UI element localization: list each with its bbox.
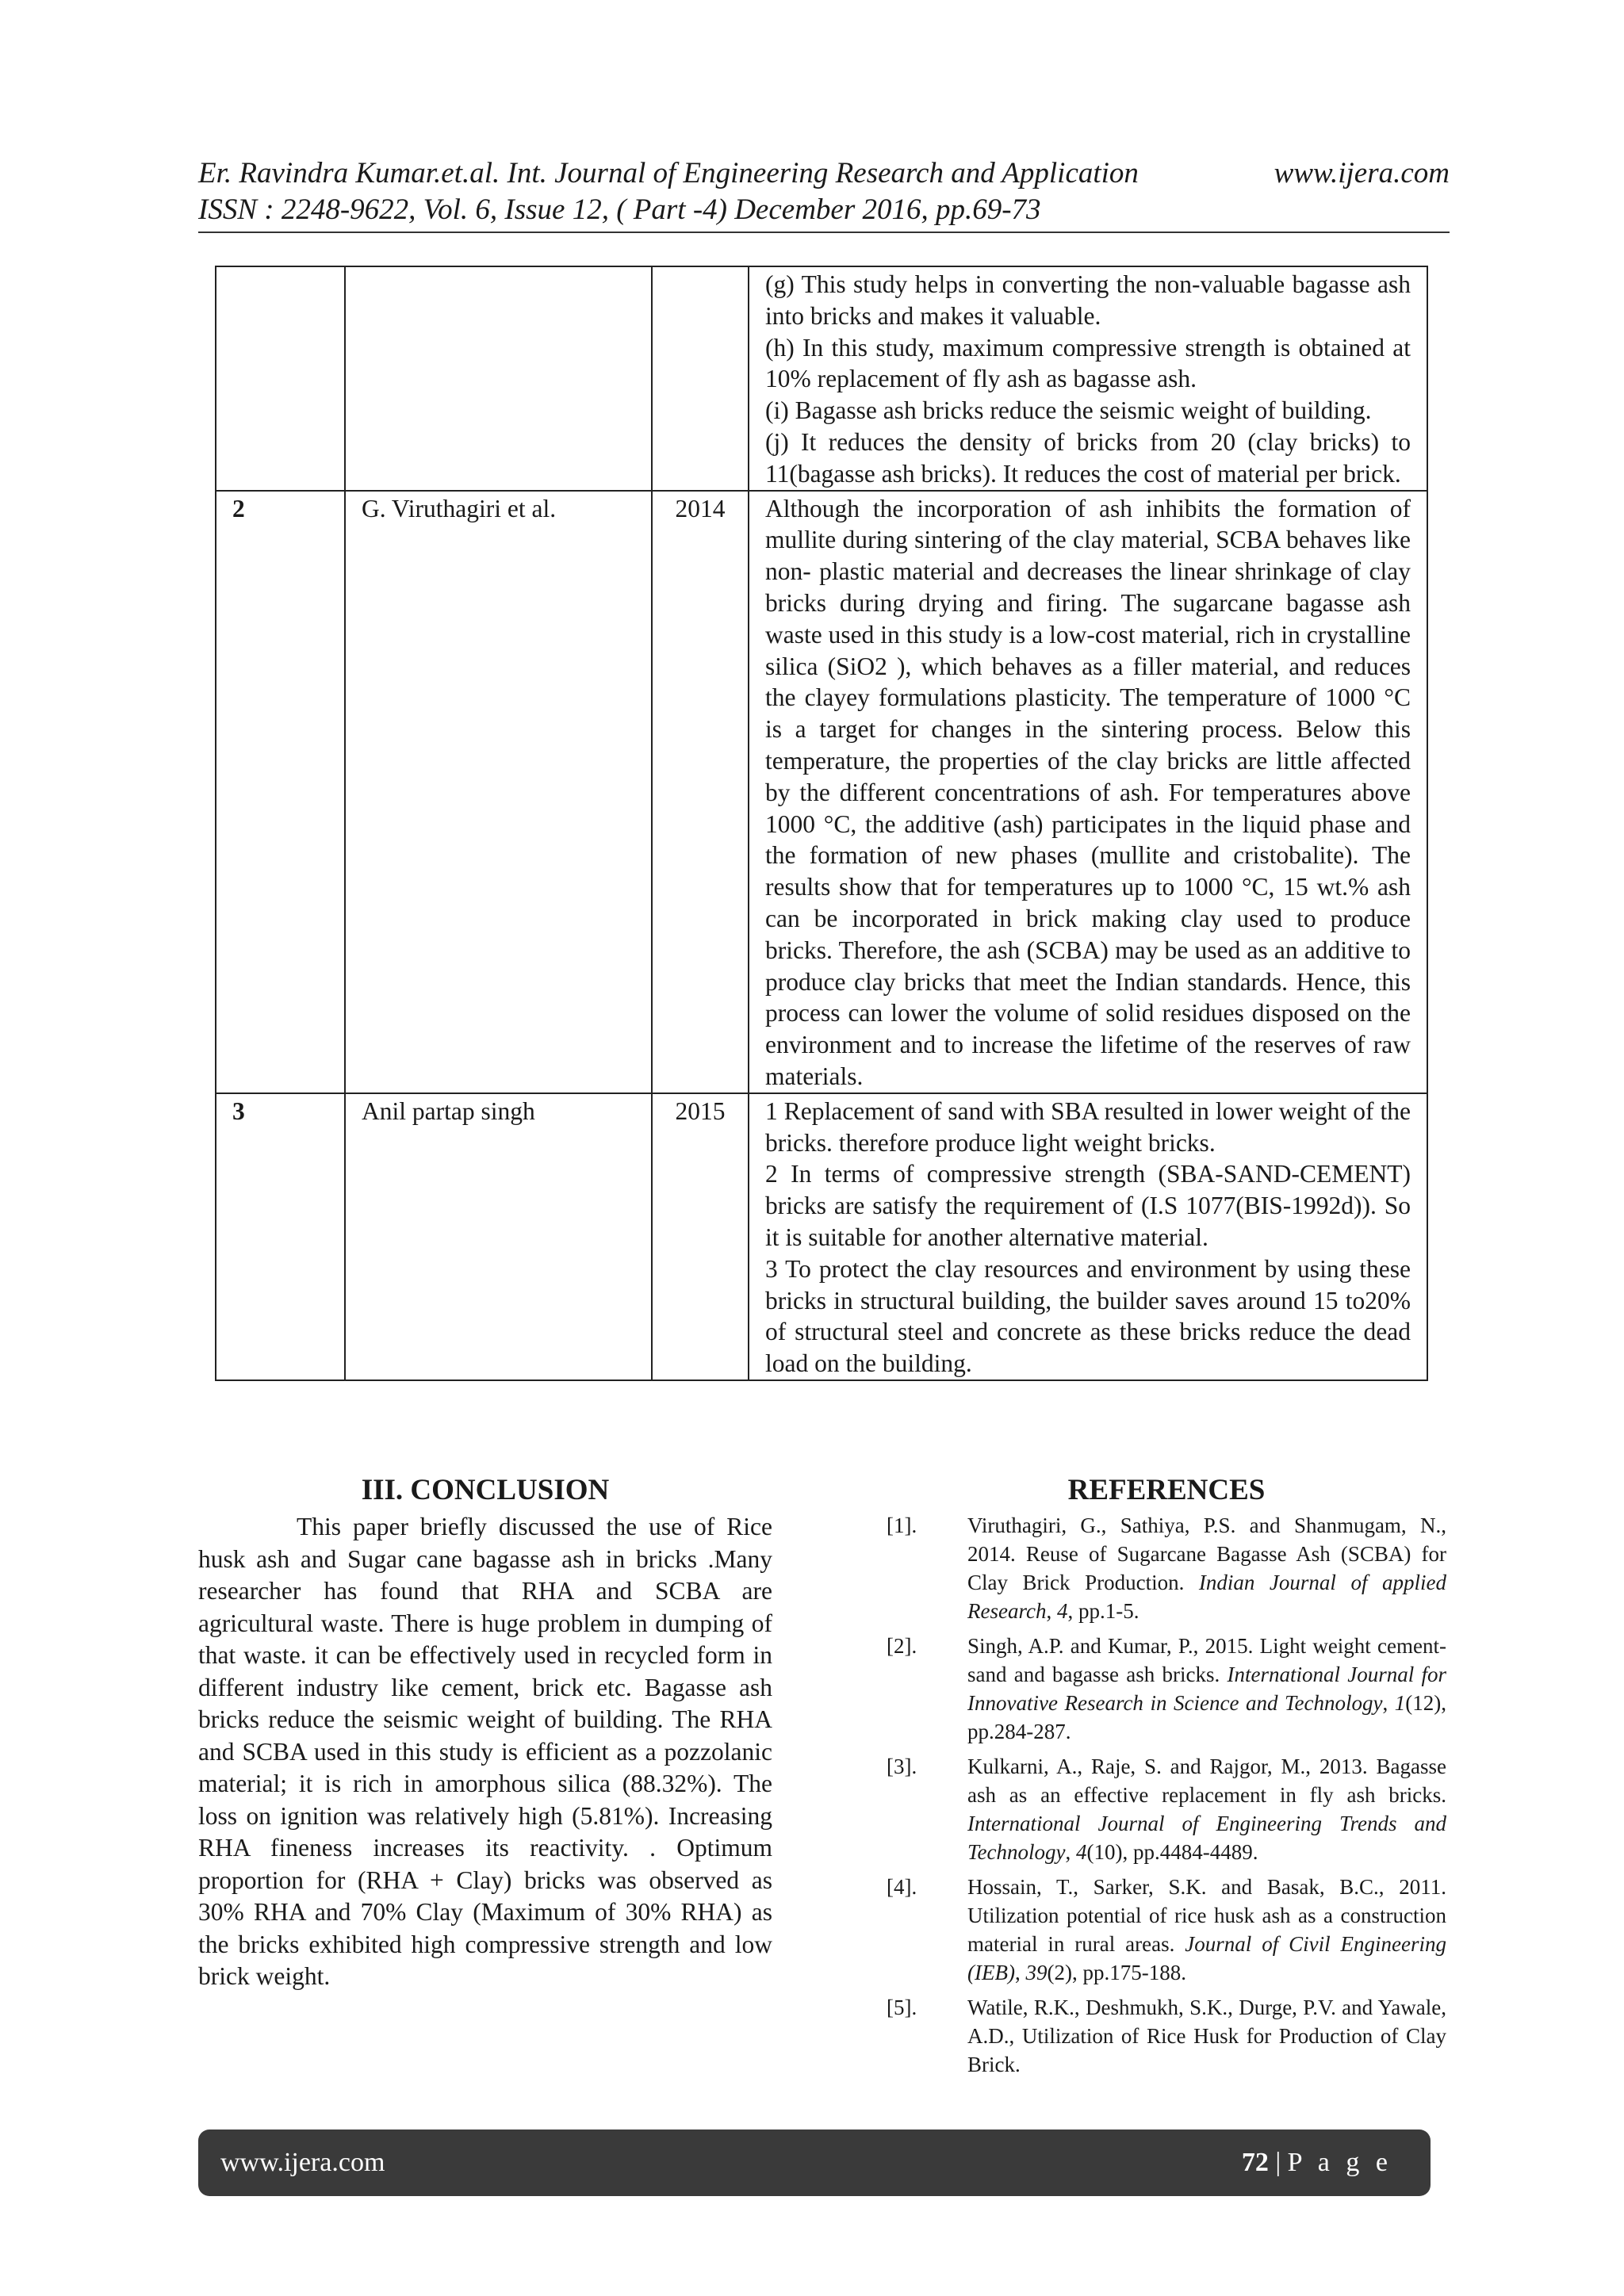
table-cell-findings — [749, 266, 1427, 491]
table-row — [216, 1093, 1427, 1380]
finding-line: (j) It reduces the density of bricks from 20 (clay bricks) to 11(bagasse ash bricks). It reduces the cost of material per brick. — [765, 427, 1411, 488]
conclusion-section — [198, 1473, 772, 1993]
journal-website: www.ijera.com — [1274, 157, 1450, 189]
reference-journal: International Journal of Engineering Trends and Technology — [967, 1812, 1446, 1864]
references-heading: REFERENCES — [1067, 1474, 1266, 1506]
reference-volume: 4 — [1076, 1840, 1087, 1864]
reference-authors-title: Singh, A.P. and Kumar, P., 2015. Light weight cement-sand and bagasse ash bricks. — [967, 1634, 1446, 1686]
finding-line: (h) In this study, maximum compressive strength is obtained at 10% replacement of fly ash as bagasse ash. — [765, 333, 1411, 393]
page-number-label — [1242, 2148, 1392, 2178]
header-line-1 — [198, 155, 1450, 192]
table-cell-number: 2 — [216, 491, 345, 1093]
journal-citation: Er. Ravindra Kumar.et.al. Int. Journal of Engineering Research and Application — [198, 157, 1139, 189]
reference-volume: 4 — [1056, 1599, 1068, 1623]
reference-pages: , pp.1-5. — [1067, 1599, 1139, 1623]
table-row — [216, 491, 1427, 1093]
issn-line: ISSN : 2248-9622, Vol. 6, Issue 12, ( Part -4) December 2016, pp.69-73 — [198, 193, 1041, 226]
reference-pages: (10), pp.4484-4489. — [1086, 1840, 1258, 1864]
reference-item — [887, 1993, 1446, 2079]
reference-pages: (2), pp.175-188. — [1047, 1961, 1186, 1984]
reference-separator: , — [1382, 1691, 1395, 1715]
finding-line: 2 In terms of compressive strength (SBA-SAND-CEMENT) bricks are satisfy the requirement of (I.S 1077(BIS-1992d)). So it is suitable for another alternative material. — [765, 1160, 1411, 1251]
reference-number: [4]. — [887, 1875, 917, 1899]
page-footer — [198, 2130, 1431, 2196]
reference-volume: 39 — [1025, 1961, 1048, 1984]
table-cell-findings: Although the incorporation of ash inhibits the formation of mullite during sintering of the clay material, SCBA behaves like non- plastic material and decreases the linear shrinkage of clay bricks during drying and firing. The sugarcane bagasse ash waste used in this study is a low-cost material, rich in crystalline silica (SiO2 ), which behaves as a filler material, and reduces the clayey formulations plasticity. The temperature of 1000 °C is a target for changes in the sintering process. Below this temperature, the properties of the clay bricks are little affected by the different concentrations of ash. For temperatures above 1000 °C, the additive (ash) participates in the liquid phase and the formation of new phases (mullite and cristobalite). The results show that for temperatures up to 1000 °C, 15 wt.% ash can be incorporated in brick making clay used to produce bricks. Therefore, the ash (SCBA) may be used as an additive to produce clay bricks that meet the Indian standards. Hence, this process can lower the volume of solid residues disposed on the environment and to increase the lifetime of the reserves of raw materials. — [749, 491, 1427, 1093]
conclusion-heading: III. CONCLUSION — [361, 1474, 610, 1506]
table-cell-year — [652, 266, 749, 491]
reference-item — [887, 1632, 1446, 1746]
reference-journal: Indian Journal of applied Research — [967, 1571, 1446, 1623]
page-separator: | — [1268, 2148, 1288, 2177]
reference-pages: (12), pp.284-287. — [967, 1691, 1446, 1743]
finding-line: (i) Bagasse ash bricks reduce the seismic weight of building. — [765, 396, 1372, 425]
reference-text — [967, 1873, 1446, 1987]
reference-item — [887, 1873, 1446, 1987]
running-header — [198, 155, 1450, 228]
reference-number: [3]. — [887, 1755, 917, 1778]
reference-authors-title: Hossain, T., Sarker, S.K. and Basak, B.C., 2011. Utilization potential of rice husk ash as a construction material in rural areas. — [967, 1875, 1446, 1956]
finding-line: 1 Replacement of sand with SBA resulted in lower weight of the bricks. therefore produce light weight bricks. — [765, 1096, 1411, 1157]
reference-authors-title: Kulkarni, A., Raje, S. and Rajgor, M., 2013. Bagasse ash as an effective replacement in fly ash bricks. — [967, 1755, 1446, 1807]
reference-separator: , — [1046, 1599, 1057, 1623]
table-cell-year: 2014 — [652, 491, 749, 1093]
table-cell-author: Anil partap singh — [345, 1093, 652, 1380]
reference-number: [5]. — [887, 1996, 917, 2019]
header-line-2 — [198, 192, 1450, 228]
table-cell-year: 2015 — [652, 1093, 749, 1380]
reference-text — [967, 1752, 1446, 1866]
table-cell-findings — [749, 1093, 1427, 1380]
reference-text — [967, 1632, 1446, 1746]
reference-item — [887, 1752, 1446, 1866]
literature-review-table — [215, 266, 1428, 1381]
reference-number: [1]. — [887, 1513, 917, 1537]
table-cell-author: G. Viruthagiri et al. — [345, 491, 652, 1093]
references-section — [887, 1473, 1446, 2085]
reference-text — [967, 1511, 1446, 1625]
reference-journal: Journal of Civil Engineering (IEB) — [967, 1932, 1446, 1984]
reference-item — [887, 1511, 1446, 1625]
page-word: P a g e — [1287, 2148, 1392, 2177]
header-rule — [198, 232, 1450, 233]
footer-website: www.ijera.com — [220, 2148, 385, 2177]
finding-line: (g) This study helps in converting the non-valuable bagasse ash into bricks and makes it valuable. — [765, 270, 1411, 330]
reference-authors-title: Watile, R.K., Deshmukh, S.K., Durge, P.V. and Yawale, A.D., Utilization of Rice Husk for Production of Clay Brick. — [967, 1996, 1446, 2076]
table-row — [216, 266, 1427, 491]
finding-line: 3 To protect the clay resources and environment by using these bricks in structural building, the builder saves around 15 to20% of structural steel and concrete as these bricks reduce the dead load on the building. — [765, 1254, 1411, 1378]
table-cell-number: 3 — [216, 1093, 345, 1380]
conclusion-paragraph: This paper briefly discussed the use of Rice husk ash and Sugar cane bagasse ash in bricks .Many researcher has found that RHA and SCBA are agricultural waste. There is huge problem in dumping of that waste. it can be effectively used in recycled form in different industry like cement, brick etc. Bagasse ash bricks reduce the seismic weight of building. The RHA and SCBA used in this study is efficient as a pozzolanic material; it is rich in amorphous silica (88.32%). The loss on ignition was relatively high (5.81%). Increasing RHA fineness increases its reactivity. . Optimum proportion for (RHA + Clay) bricks was observed as 30% RHA and 70% Clay (Maximum of 30% RHA) as the bricks exhibited high compressive strength and low brick weight. — [198, 1513, 772, 1990]
reference-volume: 1 — [1394, 1691, 1406, 1715]
reference-separator: , — [1014, 1961, 1026, 1984]
reference-journal: International Journal for Innovative Research in Science and Technology — [967, 1663, 1446, 1715]
table-cell-author — [345, 266, 652, 491]
reference-number: [2]. — [887, 1634, 917, 1658]
page-number: 72 — [1241, 2148, 1269, 2177]
reference-text — [967, 1993, 1446, 2079]
reference-separator: , — [1065, 1840, 1076, 1864]
table-cell-number — [216, 266, 345, 491]
reference-authors-title: Viruthagiri, G., Sathiya, P.S. and Shanmugam, N., 2014. Reuse of Sugarcane Bagasse Ash (SCBA) for Clay Brick Production. — [967, 1513, 1446, 1594]
